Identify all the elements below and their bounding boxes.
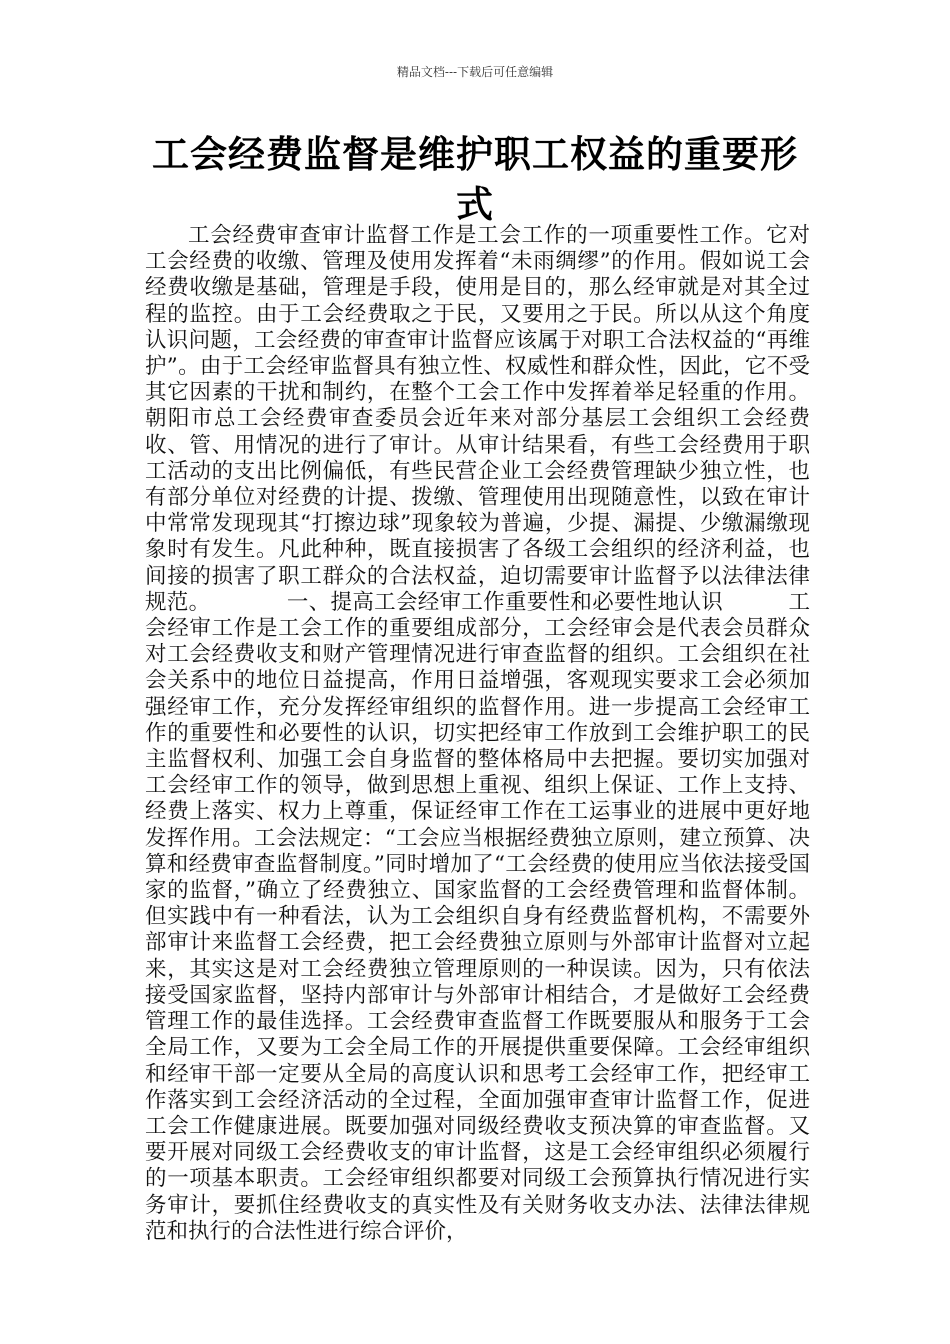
document-title: 工会经费监督是维护职工权益的重要形式 bbox=[152, 133, 798, 226]
document-body: 工会经费审查审计监督工作是工会工作的一项重要性工作。它对工会经费的收缴、管理及使用发挥着“未雨绸缪”的作用。假如说工会经费收缴是基础，管理是手段，使用是目的，那么经审就是对其全过程的监控。由于工会经费取之于民，又要用之于民。所以从这个角度认识问题，工会经费的审查审计监督应该属于对职工合法权益的“再维护”。由于工会经审监督具有独立性、权威性和群众性，因此，它不受其它因素的干扰和制约，在整个工会工作中发挥着举足轻重的作用。朝阳市总工会经费审查委员会近年来对部分基层工会组织工会经费收、管、用情况的进行了审计。从审计结果看，有些工会经费用于职工活动的支出比例偏低，有些民营企业工会经费管理缺少独立性，也有部分单位对经费的计提、拨缴、管理使用出现随意性，以致在审计中常常发现现其“打擦边球”现象较为普遍，少提、漏提、少缴漏缴现象时有发生。凡此种种，既直接损害了各级工会组织的经济利益，也间接的损害了职工群众的合法权益，迫切需要审计监督予以法律法律规范。 一、提高工会经审工作重要性和必要性地认识 工会经审工作是工会工作的重要组成部分，工会经审会是代表会员群众对工会经费收支和财产管理情况进行审查监督的组织。工会组织在社会关系中的地位日益提高，作用日益增强，客观现实要求工会必须加强经审工作，充分发挥经审组织的监督作用。进一步提高工会经审工作的重要性和必要性的认识，切实把经审工作放到工会维护职工的民主监督权利、加强工会自身监督的整体格局中去把握。要切实加强对工会经审工作的领导，做到思想上重视、组织上保证、工作上支持、经费上落实、权力上尊重，保证经审工作在工运事业的进展中更好地发挥作用。工会法规定：“工会应当根据经费独立原则，建立预算、决算和经费审查监督制度。”同时增加了“工会经费的使用应当依法接受国家的监督，”确立了经费独立、国家监督的工会经费管理和监督体制。但实践中有一种看法，认为工会组织自身有经费监督机构，不需要外部审计来监督工会经费，把工会经费独立原则与外部审计监督对立起来，其实这是对工会经费独立管理原则的一种误读。因为，只有依法接受国家监督，坚持内部审计与外部审计相结合，才是做好工会经费管理工作的最佳选择。工会经费审查监督工作既要服从和服务于工会全局工作，又要为工会全局工作的开展提供重要保障。工会经审组织和经审干部一定要从全局的高度认识和思考工会经审工作，把经审工作落实到工会经济活动的全过程，全面加强审查审计监督工作，促进工会工作健康进展。既要加强对同级经费收支预决算的审查监督。又要开展对同级工会经费收支的审计监督，这是工会经审组织必须履行的一项基本职责。工会经审组织都要对同级工会预算执行情况进行实务审计，要抓住经费收支的真实性及有关财务收支办法、法律法律规范和执行的合法性进行综合评价， bbox=[145, 223, 810, 1244]
page-header: 精品文档---下载后可任意编辑 bbox=[396, 65, 554, 79]
